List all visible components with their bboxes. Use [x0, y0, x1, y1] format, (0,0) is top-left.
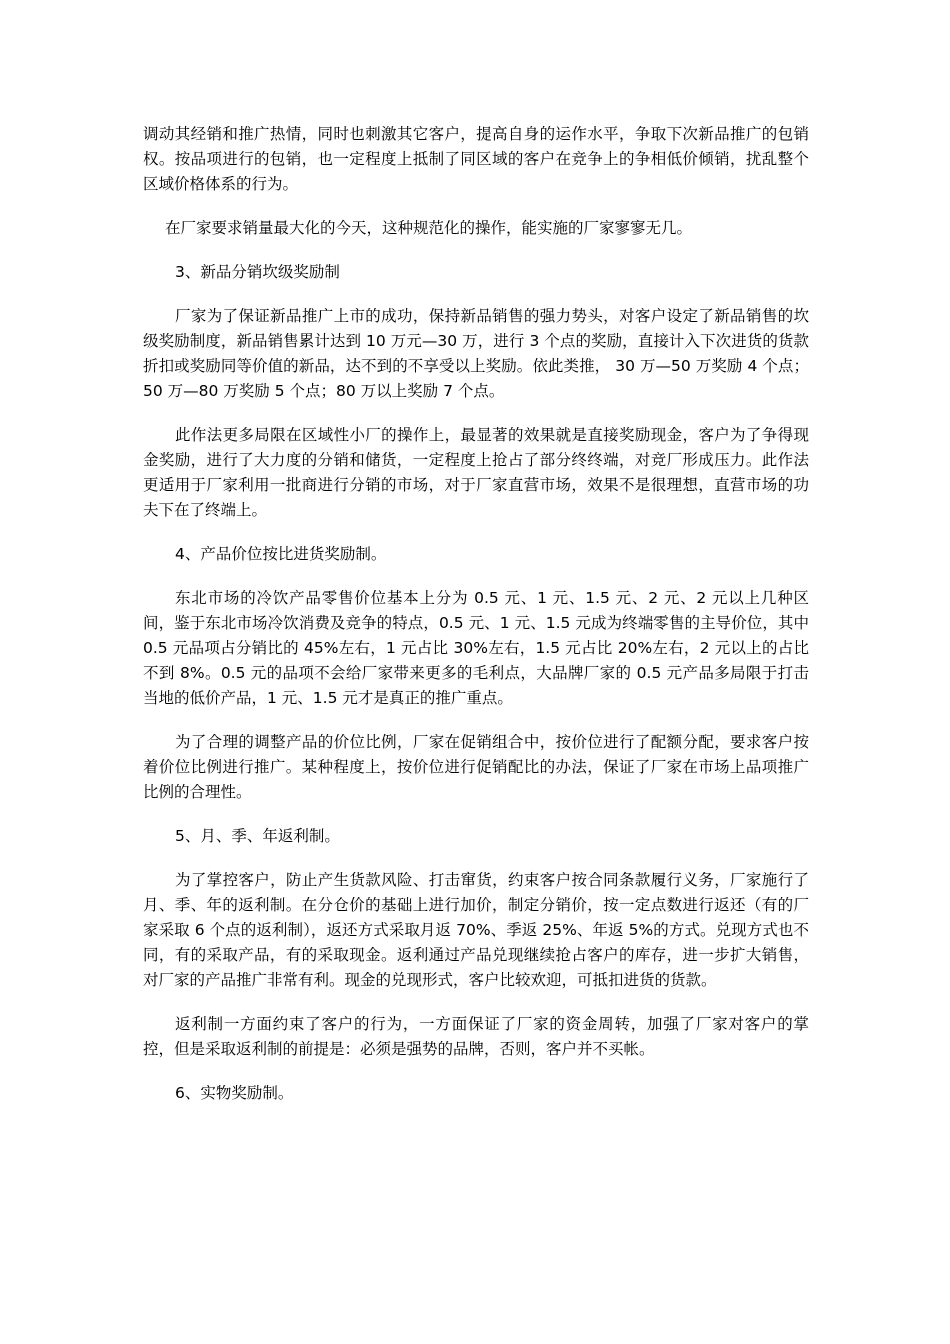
paragraph-section-4-body: 东北市场的冷饮产品零售价位基本上分为 0.5 元、1 元、1.5 元、2 元、2 元以上几种区间，鉴于东北市场冷饮消费及竞争的特点，0.5 元、1 元、1.5 元成为终端零售的主导价位，其中 0.5 元品项占分销比的 45%左右，1 元占比 30%左右，1.5 元占比 20%左右，2 元以上的占比不到 8%。0.5 元的品项不会给厂家带来更多的毛利点，大品牌厂家的 0.5 元产品多局限于打击当地的低价产品，1 元、1.5 元才是真正的推广重点。 [143, 589, 809, 707]
paragraph-summary: 在厂家要求销量最大化的今天，这种规范化的操作，能实施的厂家寥寥无几。 [165, 219, 693, 237]
section-heading-6: 6、实物奖励制。 [175, 1084, 294, 1102]
section-heading-4: 4、产品价位按比进货奖励制。 [175, 545, 387, 563]
paragraph-section-3-analysis: 此作法更多局限在区域性小厂的操作上，最显著的效果就是直接奖励现金，客户为了争得现金奖励，进行了大力度的分销和储货，一定程度上抢占了部分终终端，对竞厂形成压力。此作法更适用于厂家利用一批商进行分销的市场，对于厂家直营市场，效果不是很理想，直营市场的功夫下在了终端上。 [143, 426, 809, 519]
section-heading-5: 5、月、季、年返利制。 [175, 827, 340, 845]
paragraph-section-5-body: 为了掌控客户，防止产生货款风险、打击窜货，约束客户按合同条款履行义务，厂家施行了月、季、年的返利制。在分仓价的基础上进行加价，制定分销价，按一定点数进行返还（有的厂家采取 6 个点的返利制），返还方式采取月返 70%、季返 25%、年返 5%的方式。兑现方式也不同，有的采取产品，有的采取现金。返利通过产品兑现继续抢占客户的库存，进一步扩大销售，对厂家的产品推广非常有利。现金的兑现形式，客户比较欢迎，可抵扣进货的货款。 [143, 871, 809, 989]
document-body [143, 122, 809, 1106]
paragraph-section-5-analysis: 返利制一方面约束了客户的行为，一方面保证了厂家的资金周转，加强了厂家对客户的掌控，但是采取返利制的前提是：必须是强势的品牌，否则，客户并不买帐。 [143, 1015, 809, 1058]
section-heading-3: 3、新品分销坎级奖励制 [175, 263, 340, 281]
paragraph-section-4-analysis: 为了合理的调整产品的价位比例，厂家在促销组合中，按价位进行了配额分配，要求客户按着价位比例进行推广。某种程度上，按价位进行促销配比的办法，保证了厂家在市场上品项推广比例的合理性。 [143, 733, 809, 801]
paragraph-section-3-body: 厂家为了保证新品推广上市的成功，保持新品销售的强力势头，对客户设定了新品销售的坎级奖励制度，新品销售累计达到 10 万元—30 万，进行 3 个点的奖励，直接计入下次进货的货款折扣或奖励同等价值的新品，达不到的不享受以上奖励。依此类推， 30 万—50 万奖励 4 个点； 50 万—80 万奖励 5 个点；80 万以上奖励 7 个点。 [143, 307, 809, 400]
paragraph-continuation: 调动其经销和推广热情，同时也刺激其它客户，提高自身的运作水平，争取下次新品推广的包销权。按品项进行的包销，也一定程度上抵制了同区域的客户在竞争上的争相低价倾销，扰乱整个区域价格体系的行为。 [143, 125, 809, 193]
